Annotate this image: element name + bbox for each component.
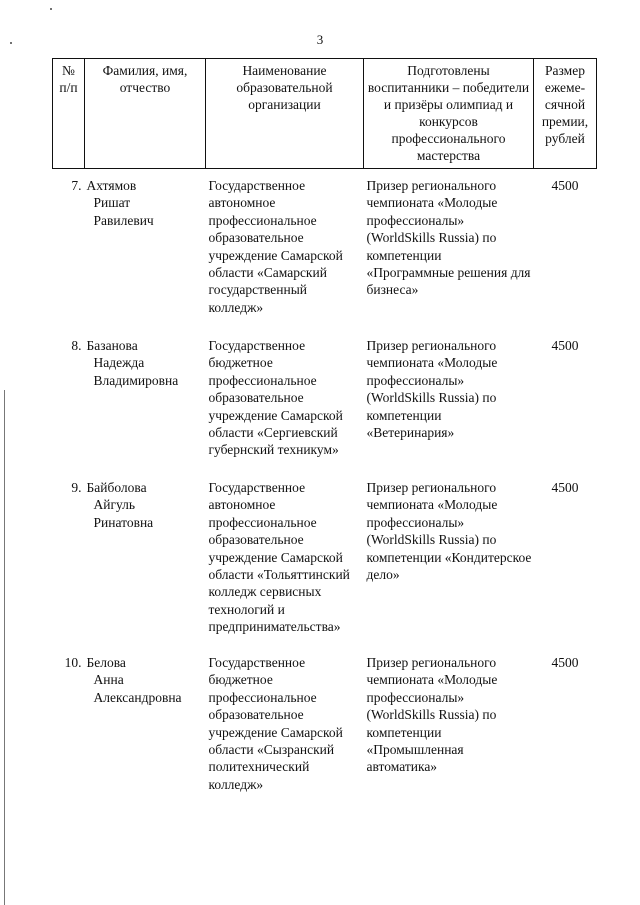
given-name: Анна (93, 672, 124, 688)
row-achievement: Призер регионального чемпионата «Молодые профессионалы» (WorldSkills Russia) по компетенции «Ветеринария» (366, 338, 498, 441)
patronymic: Равилевич (93, 212, 154, 228)
row-full-name (85, 471, 206, 647)
row-achievement: Призер регионального чемпионата «Молодые профессионалы» (WorldSkills Russia) по компетенции «Программные решения для бизнеса» (366, 178, 531, 298)
table-row (53, 471, 597, 647)
header-number: № п/п (53, 59, 85, 169)
table-row (53, 647, 597, 793)
row-amount: 4500 (551, 480, 579, 495)
patronymic: Александровна (93, 689, 182, 705)
scan-speck (50, 8, 52, 10)
given-name: Надежда (93, 355, 145, 371)
row-number: 10. (64, 655, 82, 670)
surname: Ахтямов (86, 178, 137, 193)
scan-edge-line (4, 390, 5, 905)
row-achievement: Призер регионального чемпионата «Молодые профессионалы» (WorldSkills Russia) по компетенции «Кондитерское дело» (366, 480, 532, 583)
table-row (53, 329, 597, 471)
row-amount: 4500 (551, 655, 579, 670)
page-number: 3 (316, 32, 324, 47)
table-row (53, 169, 597, 330)
row-number: 8. (71, 338, 82, 353)
header-full-name: Фамилия, имя, отчество (85, 59, 206, 169)
surname: Базанова (86, 338, 138, 353)
row-full-name (85, 647, 206, 793)
row-organization: Государственное автономное профессиональное образовательное учреждение Самарской области «Тольяттинский колледж сервисных технологий и предпринимательства» (208, 480, 350, 635)
patronymic: Владимировна (93, 372, 179, 388)
table-header-row (53, 59, 597, 169)
row-amount: 4500 (551, 338, 579, 353)
header-organization: Наименование образовательной организации (206, 59, 364, 169)
surname: Байболова (86, 480, 147, 495)
awards-table (52, 58, 597, 793)
row-number: 9. (71, 480, 82, 495)
patronymic: Ринатовна (93, 514, 154, 530)
row-full-name (85, 169, 206, 330)
surname: Белова (86, 655, 126, 670)
given-name: Ришат (93, 195, 131, 211)
row-organization: Государственное автономное профессиональное образовательное учреждение Самарской области «Самарский государственный колледж» (208, 178, 343, 315)
row-organization: Государственное бюджетное профессиональное образовательное учреждение Самарской области «Сергиевский губернский техникум» (208, 338, 343, 458)
row-organization: Государственное бюджетное профессиональное образовательное учреждение Самарской области «Сызранский политехнический колледж» (208, 655, 343, 792)
given-name: Айгуль (93, 497, 136, 513)
row-amount: 4500 (551, 178, 579, 193)
header-achievement: Подготовлены воспитанники – победители и призёры олимпиад и конкурсов профессионального мастерства (364, 59, 534, 169)
row-number: 7. (71, 178, 82, 193)
row-full-name (85, 329, 206, 471)
row-achievement: Призер регионального чемпионата «Молодые профессионалы» (WorldSkills Russia) по компетенции «Промышленная автоматика» (366, 655, 498, 775)
header-bonus-amount: Размер ежеме-сячной премии, рублей (534, 59, 597, 169)
